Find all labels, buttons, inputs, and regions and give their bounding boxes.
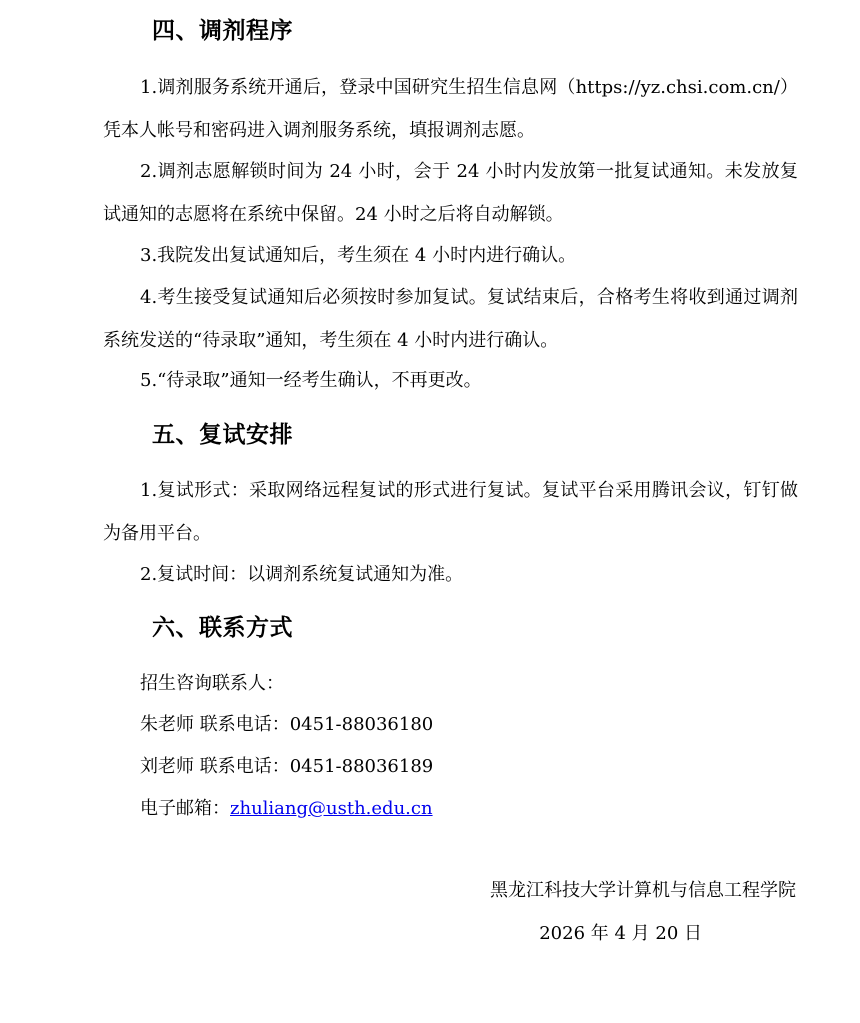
procedure-item-2: 2.调剂志愿解锁时间为 24 小时，会于 24 小时内发放第一批复试通知。未发放复试通知的志愿将在系统中保留。24 小时之后将自动解锁。 xyxy=(103,161,798,225)
procedure-item-3: 3.我院发出复试通知后，考生须在 4 小时内进行确认。 xyxy=(140,245,577,266)
email-label: 电子邮箱： xyxy=(140,798,230,819)
email-link[interactable]: zhuliang@usth.edu.cn xyxy=(230,798,433,819)
footer-date: 2026 年 4 月 20 日 xyxy=(539,923,702,944)
contact-zhu: 朱老师 联系电话：0451-88036180 xyxy=(140,714,434,735)
consult-label: 招生咨询联系人： xyxy=(140,673,284,694)
reexam-item-1: 1.复试形式：采取网络远程复试的形式进行复试。复试平台采用腾讯会议，钉钉做为备用平台。 xyxy=(103,480,798,544)
procedure-item-5: 5.“待录取”通知一经考生确认，不再更改。 xyxy=(140,370,482,391)
procedure-item-1: 1.调剂服务系统开通后，登录中国研究生招生信息网（https://yz.chsi.com.cn/）凭本人帐号和密码进入调剂服务系统，填报调剂志愿。 xyxy=(103,77,798,141)
contact-liu: 刘老师 联系电话：0451-88036189 xyxy=(140,756,434,777)
email-row xyxy=(140,794,433,824)
section-heading-procedure: 四、调剂程序 xyxy=(152,18,293,44)
reexam-item-2: 2.复试时间：以调剂系统复试通知为准。 xyxy=(140,564,464,585)
section-heading-reexam: 五、复试安排 xyxy=(152,422,293,448)
footer-organization: 黑龙江科技大学计算机与信息工程学院 xyxy=(490,880,796,901)
procedure-item-4: 4.考生接受复试通知后必须按时参加复试。复试结束后，合格考生将收到通过调剂系统发送的“待录取”通知，考生须在 4 小时内进行确认。 xyxy=(103,287,798,351)
section-heading-contact: 六、联系方式 xyxy=(152,615,293,641)
